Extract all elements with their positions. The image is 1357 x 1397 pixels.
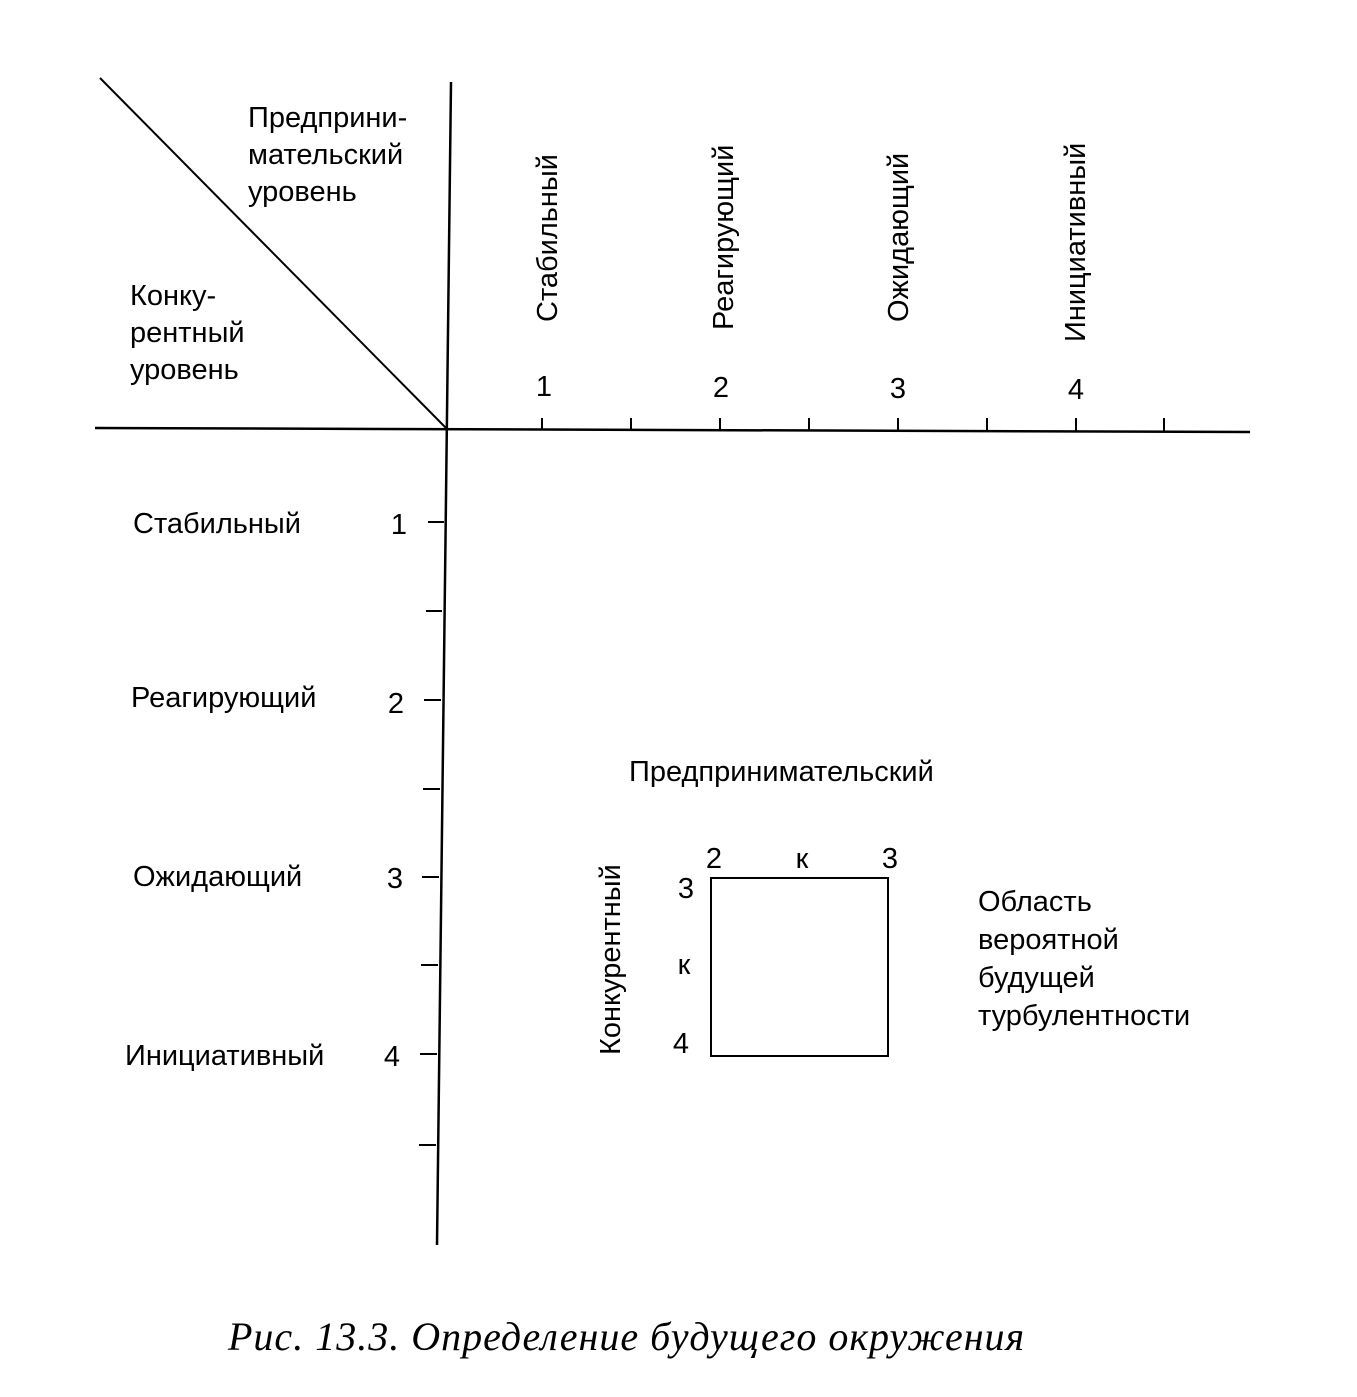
top-level-reactive: Реагирующий [708,144,740,330]
zone-top-right-number: 3 [881,843,899,875]
competitive-level-line-2: рентный [130,317,245,349]
zone-description-line-3: будущей [978,962,1095,994]
zone-description-line-2: вероятной [978,924,1119,956]
zone-entrepreneurial-title: Предпринимательский [629,756,934,788]
top-number-4: 4 [1067,374,1085,406]
top-level-anticipating: Ожидающий [883,152,915,322]
left-level-reactive: Реагирующий [131,682,317,714]
zone-left-bottom-number: 4 [672,1028,690,1060]
entrepreneurial-level-line-2: мательский [248,139,404,171]
zone-description-line-4: турбулентности [978,1000,1191,1032]
top-number-1: 1 [535,371,553,403]
turbulence-zone-box [711,878,888,1056]
competitive-level-line-3: уровень [130,354,239,386]
top-level-stable: Стабильный [532,154,564,322]
entrepreneurial-level-line-3: уровень [248,176,357,208]
left-number-4: 4 [383,1041,401,1073]
left-number-2: 2 [387,688,405,720]
zone-description-line-1: Область [978,886,1092,918]
zone-description [978,886,1190,1032]
left-number-1: 1 [390,509,408,541]
figure-caption: Рис. 13.3. Определение будущего окружения [228,1314,1026,1359]
top-level-initiative: Инициативный [1060,142,1092,342]
top-number-3: 3 [889,373,907,405]
top-number-2: 2 [712,372,730,404]
vertical-axis [437,82,451,1245]
competitive-level-label [130,280,253,386]
zone-competitive-title: Конкурентный [595,864,627,1055]
competitive-level-line-1: Конку- [130,280,217,312]
entrepreneurial-level-label [248,102,415,208]
zone-top-mid-letter: к [795,843,809,875]
left-level-anticipating: Ожидающий [133,861,303,893]
zone-left-top-number: 3 [677,873,695,905]
zone-top-left-number: 2 [705,843,723,875]
zone-left-mid-letter: к [677,949,691,981]
left-level-stable: Стабильный [133,508,301,540]
left-level-initiative: Инициативный [125,1040,325,1072]
entrepreneurial-level-line-1: Предприни- [248,102,408,134]
left-number-3: 3 [386,863,404,895]
